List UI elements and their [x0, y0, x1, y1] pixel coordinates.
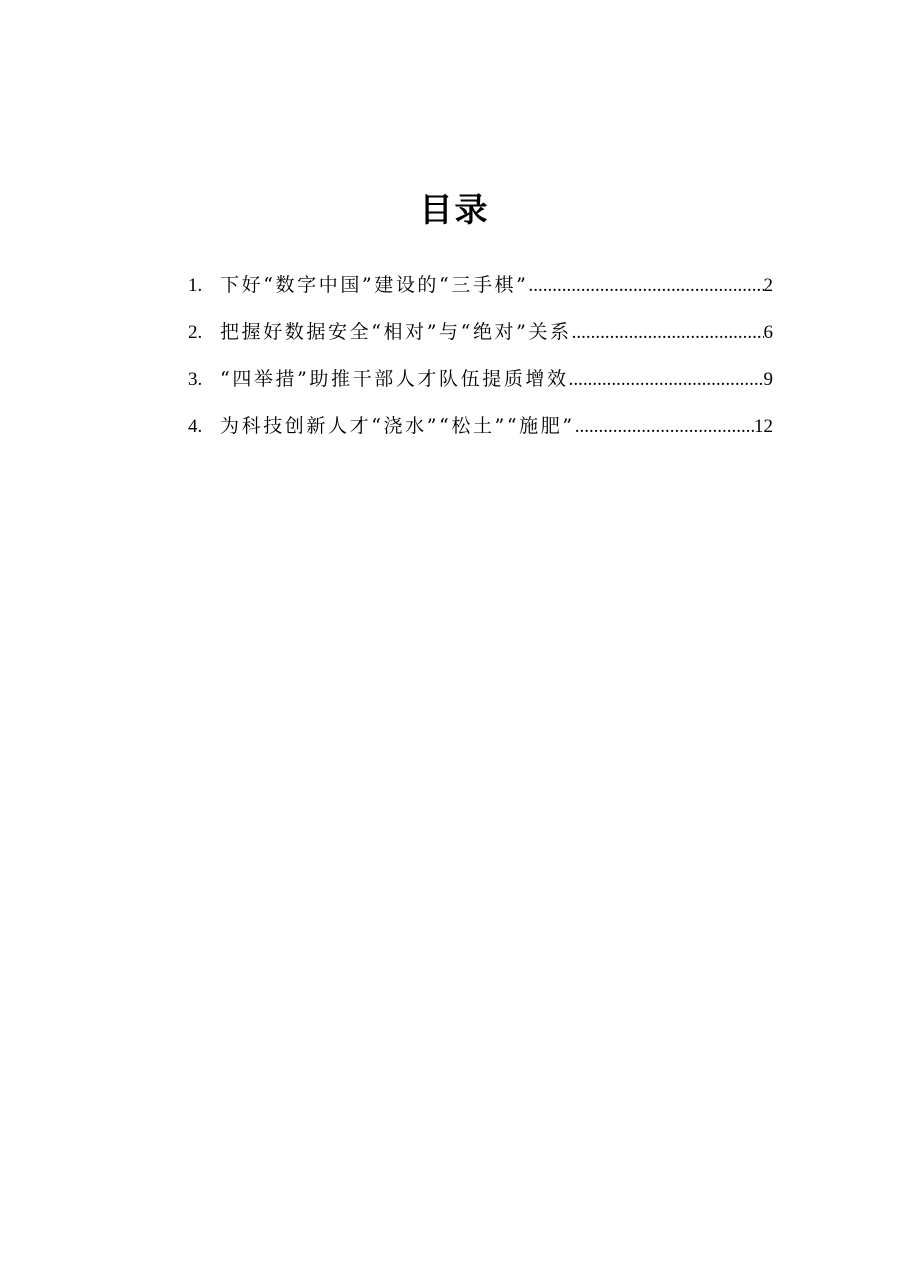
- toc-entry[interactable]: [188, 360, 773, 407]
- toc-entry-number: 3.: [188, 369, 203, 390]
- toc-entry-text: 把握好数据安全“相对”与“绝对”关系: [220, 321, 572, 343]
- toc-entry-text: “四举措”助推干部人才队伍提质增效: [220, 368, 569, 390]
- toc-dot-leader: [572, 314, 764, 352]
- toc-dot-leader: [569, 361, 764, 399]
- toc-entry-page: 12: [754, 416, 773, 437]
- toc-entry-number: 1.: [188, 275, 203, 296]
- toc-entry-text: 为科技创新人才“浇水”“松土”“施肥”: [220, 415, 575, 437]
- table-of-contents: [188, 266, 773, 454]
- toc-entry-page: 9: [763, 369, 773, 390]
- toc-title: 目录: [419, 190, 490, 229]
- toc-entry[interactable]: [188, 407, 773, 454]
- toc-entry-number: 4.: [188, 416, 203, 437]
- toc-entry[interactable]: [188, 313, 773, 360]
- toc-entry-page: 6: [763, 322, 773, 343]
- toc-dot-leader: [528, 267, 763, 305]
- toc-entry-text: 下好“数字中国”建设的“三手棋”: [220, 274, 529, 296]
- toc-entry-number: 2.: [188, 322, 203, 343]
- toc-entry-page: 2: [763, 275, 773, 296]
- toc-entry[interactable]: [188, 266, 773, 313]
- toc-dot-leader: [575, 408, 754, 446]
